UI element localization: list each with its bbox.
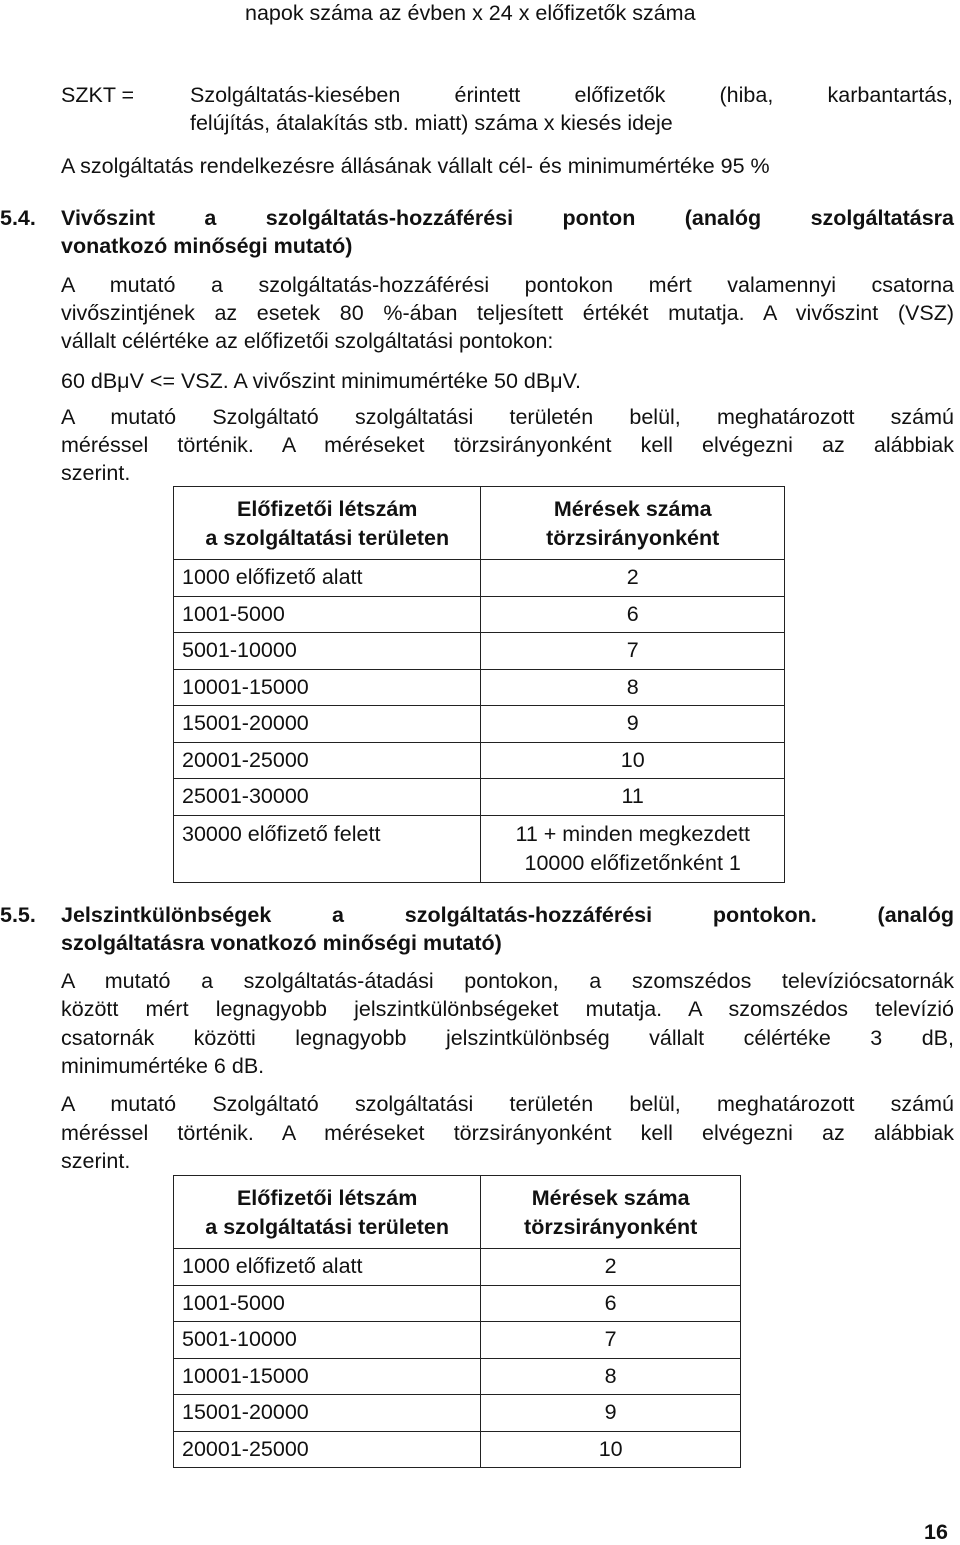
- section-54-p3-line-3: szerint.: [61, 461, 131, 485]
- section-55-p2-line-2: méréssel történik. A méréseket törzsirányonként kell elvégezni az alábbiak: [61, 1121, 954, 1145]
- table-header-measurements: Mérések száma törzsirányonként: [481, 1176, 741, 1249]
- table-cell-count: 11: [481, 779, 785, 816]
- section-55-p1-line-1: A mutató a szolgáltatás-átadási pontokon, a szomszédos televíziócsatornák: [61, 969, 954, 993]
- table-row: [174, 1431, 741, 1468]
- measurement-table-2: [173, 1175, 741, 1468]
- table-row: [174, 669, 785, 706]
- table-cell-count: 9: [481, 1395, 741, 1432]
- table-cell-range: 5001-10000: [174, 1322, 481, 1359]
- table-cell-count: 7: [481, 633, 785, 670]
- table-cell-range: 25001-30000: [174, 779, 481, 816]
- section-54-p2: 60 dBμV <= VSZ. A vivőszint minimumértéke 50 dBμV.: [61, 369, 581, 393]
- table-cell-range: 20001-25000: [174, 1431, 481, 1468]
- table-cell-range: 1001-5000: [174, 596, 481, 633]
- table-header-row: [174, 1176, 741, 1249]
- section-55-heading-line-1: Jelszintkülönbségek a szolgáltatás-hozzáférési pontokon. (analóg: [61, 903, 954, 927]
- table-cell-count: 11 + minden megkezdett 10000 előfizetőnként 1: [481, 815, 785, 882]
- szkt-line-2: felújítás, átalakítás stb. miatt) száma x kiesés ideje: [190, 111, 673, 135]
- table-row: [174, 596, 785, 633]
- table-row: [174, 1358, 741, 1395]
- section-55-p1-line-3: csatornák közötti legnagyobb jelszintkülönbség vállalt célértéke 3 dB,: [61, 1026, 954, 1050]
- table-cell-range: 10001-15000: [174, 669, 481, 706]
- table-cell-count: 9: [481, 706, 785, 743]
- table-cell-count: 10: [481, 742, 785, 779]
- table-header-subscribers: Előfizetői létszám a szolgáltatási területen: [174, 487, 481, 560]
- table-row: [174, 706, 785, 743]
- formula-denominator: napok száma az évben x 24 x előfizetők száma: [245, 1, 696, 25]
- table-row-last: [174, 815, 785, 882]
- table-cell-range: 1000 előfizető alatt: [174, 1249, 481, 1286]
- table-header-subscribers: Előfizetői létszám a szolgáltatási területen: [174, 1176, 481, 1249]
- section-54-number: 5.4.: [0, 206, 36, 230]
- section-54-p1-line-1: A mutató a szolgáltatás-hozzáférési pontokon mért valamennyi csatorna: [61, 273, 954, 297]
- table-cell-range: 15001-20000: [174, 706, 481, 743]
- table-row: [174, 1285, 741, 1322]
- table-row: [174, 742, 785, 779]
- table-cell-range: 1000 előfizető alatt: [174, 560, 481, 597]
- table-cell-count: 10: [481, 1431, 741, 1468]
- table-cell-range: 5001-10000: [174, 633, 481, 670]
- table-header-row: [174, 487, 785, 560]
- table-cell-count: 2: [481, 560, 785, 597]
- section-55-p2-line-3: szerint.: [61, 1149, 131, 1173]
- szkt-label: SZKT =: [61, 83, 135, 107]
- section-54-heading-line-1: Vivőszint a szolgáltatás-hozzáférési ponton (analóg szolgáltatásra: [61, 206, 954, 230]
- table-cell-count: 2: [481, 1249, 741, 1286]
- table-cell-range: 10001-15000: [174, 1358, 481, 1395]
- section-55-heading-line-2: szolgáltatásra vonatkozó minőségi mutató): [61, 931, 502, 955]
- section-55-p1-line-2: között mért legnagyobb jelszintkülönbségeket mutatja. A szomszédos televízió: [61, 997, 954, 1021]
- page-number: 16: [924, 1520, 948, 1544]
- section-55-p2-line-1: A mutató Szolgáltató szolgáltatási területén belül, meghatározott számú: [61, 1092, 954, 1116]
- table-cell-range: 1001-5000: [174, 1285, 481, 1322]
- table-cell-count: 7: [481, 1322, 741, 1359]
- section-54-heading-line-2: vonatkozó minőségi mutató): [61, 234, 353, 258]
- measurement-table-1: [173, 486, 785, 883]
- szkt-line-1: Szolgáltatás-kiesében érintett előfizetők (hiba, karbantartás,: [190, 83, 953, 107]
- szkt-target-line: A szolgáltatás rendelkezésre állásának vállalt cél- és minimumértéke 95 %: [61, 154, 770, 178]
- table-row: [174, 633, 785, 670]
- section-55-number: 5.5.: [0, 903, 36, 927]
- table-cell-count: 6: [481, 1285, 741, 1322]
- table-row: [174, 1322, 741, 1359]
- table-cell-count: 8: [481, 1358, 741, 1395]
- section-54-p1-line-3: vállalt célértéke az előfizetői szolgáltatási pontokon:: [61, 329, 554, 353]
- table-row: [174, 1395, 741, 1432]
- section-54-p3-line-2: méréssel történik. A méréseket törzsirányonként kell elvégezni az alábbiak: [61, 433, 954, 457]
- table-row: [174, 560, 785, 597]
- table-cell-count: 6: [481, 596, 785, 633]
- table-header-measurements: Mérések száma törzsirányonként: [481, 487, 785, 560]
- table-cell-count: 8: [481, 669, 785, 706]
- section-55-p1-line-4: minimumértéke 6 dB.: [61, 1054, 265, 1078]
- table-cell-range: 15001-20000: [174, 1395, 481, 1432]
- table-cell-range: 30000 előfizető felett: [174, 815, 481, 882]
- table-row: [174, 1249, 741, 1286]
- section-54-p3-line-1: A mutató Szolgáltató szolgáltatási területén belül, meghatározott számú: [61, 405, 954, 429]
- section-54-p1-line-2: vivőszintjének az esetek 80 %-ában teljesített értékét mutatja. A vivőszint (VSZ): [61, 301, 954, 325]
- table-cell-range: 20001-25000: [174, 742, 481, 779]
- table-row: [174, 779, 785, 816]
